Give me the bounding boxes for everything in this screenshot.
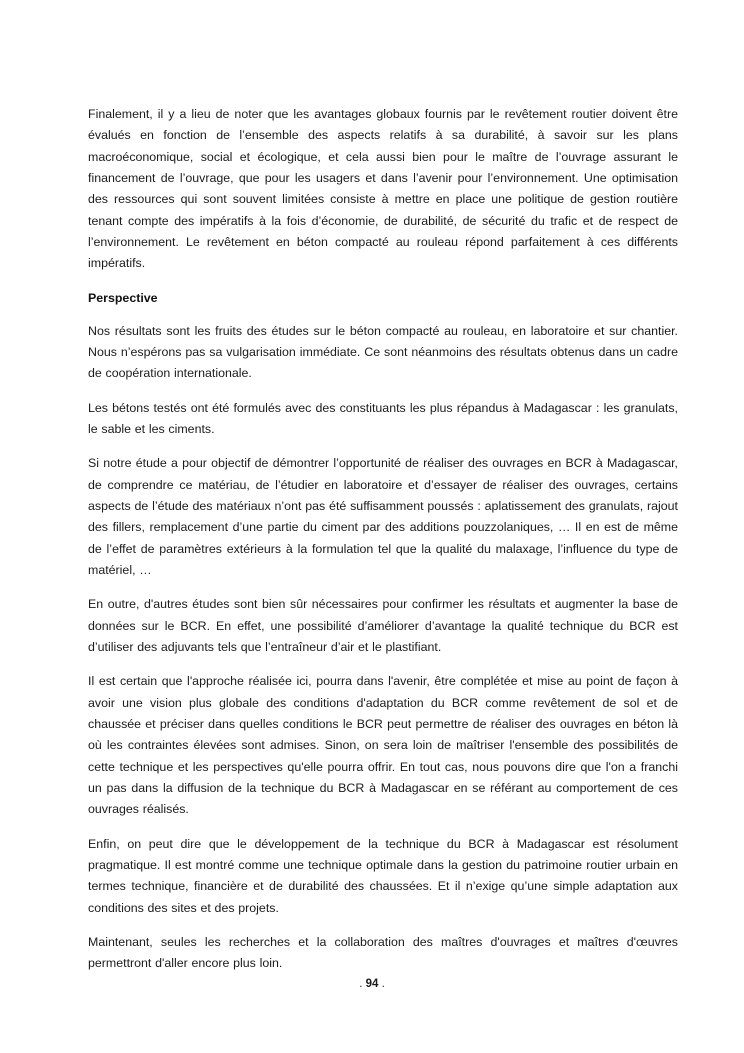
section-heading-perspective: Perspective	[88, 290, 158, 305]
page-content	[88, 104, 678, 988]
paragraph-6: Il est certain que l'approche réalisée ici, pourra dans l'avenir, être complétée et mise au point de façon à avoir une vision plus globale des conditions d'adaptation du BCR comme revêtement de sol et de chaussée et préciser dans quelles conditions le BCR peut permettre de réaliser des ouvrages en béton là où les contraintes élevées sont admises. Sinon, on sera loin de maîtriser l'ensemble des possibilités de cette technique et les perspectives qu'elle pourra offrir. En tout cas, nous pouvons dire que l'on a franchi un pas dans la diffusion de la technique du BCR à Madagascar en se référant au comportement de ces ouvrages réalisés.	[88, 674, 678, 817]
footer-right-dot: .	[381, 978, 385, 990]
paragraph-4: Si notre étude a pour objectif de démontrer l’opportunité de réaliser des ouvrages en BCR à Madagascar, de comprendre ce matériau, de l’étudier en laboratoire et d’essayer de réaliser des ouvrages, certains aspects de l’étude des matériaux n’ont pas été suffisamment poussés : aplatissement des granulats, rajout des fillers, remplacement d’une partie du ciment par des additions pouzzolaniques, … Il en est de même de l’effet de paramètres extérieurs à la formulation tel que la qualité du malaxage, l’influence du type de matériel, …	[88, 456, 678, 577]
paragraph-7: Enfin, on peut dire que le développement de la technique du BCR à Madagascar est résolument pragmatique. Il est montré comme une technique optimale dans la gestion du patrimoine routier urbain en termes technique, financière et de durabilité des chaussées. Et il n’exige qu’une simple adaptation aux conditions des sites et des projets.	[88, 836, 678, 915]
paragraph-1: Finalement, il y a lieu de noter que les avantages globaux fournis par le revêtement routier doivent être évalués en fonction de l’ensemble des aspects relatifs à sa durabilité, à savoir sur les plans macroéconomique, social et écologique, et cela aussi bien pour le maître de l’ouvrage assurant le financement de l’ouvrage, que pour les usagers et dans l’avenir pour l’environnement. Une optimisation des ressources qui sont souvent limitées consiste à mettre en place une politique de gestion routière tenant compte des impératifs à la fois d’économie, de durabilité, de sécurité du trafic et de respect de l’environnement. Le revêtement en béton compacté au rouleau répond parfaitement à ces différents impératifs.	[88, 107, 678, 271]
paragraph-8: Maintenant, seules les recherches et la collaboration des maîtres d'ouvrages et maîtres d'œuvres permettront d'aller encore plus loin.	[88, 934, 678, 971]
paragraph-2: Nos résultats sont les fruits des études sur le béton compacté au rouleau, en laboratoire et sur chantier. Nous n’espérons pas sa vulgarisation immédiate. Ce sont néanmoins des résultats obtenus dans un cadre de coopération internationale.	[88, 323, 678, 381]
page-number: 94	[365, 978, 379, 990]
page-footer	[0, 978, 744, 990]
footer-left-dot: .	[359, 978, 363, 990]
paragraph-3: Les bétons testés ont été formulés avec des constituants les plus répandus à Madagascar : les granulats, le sable et les ciments.	[88, 400, 678, 437]
paragraph-5: En outre, d'autres études sont bien sûr nécessaires pour confirmer les résultats et augmenter la base de données sur le BCR. En effet, une possibilité d’améliorer d’avantage la qualité technique du BCR est d’utiliser des adjuvants tels que l’entraîneur d’air et le plastifiant.	[88, 597, 678, 654]
